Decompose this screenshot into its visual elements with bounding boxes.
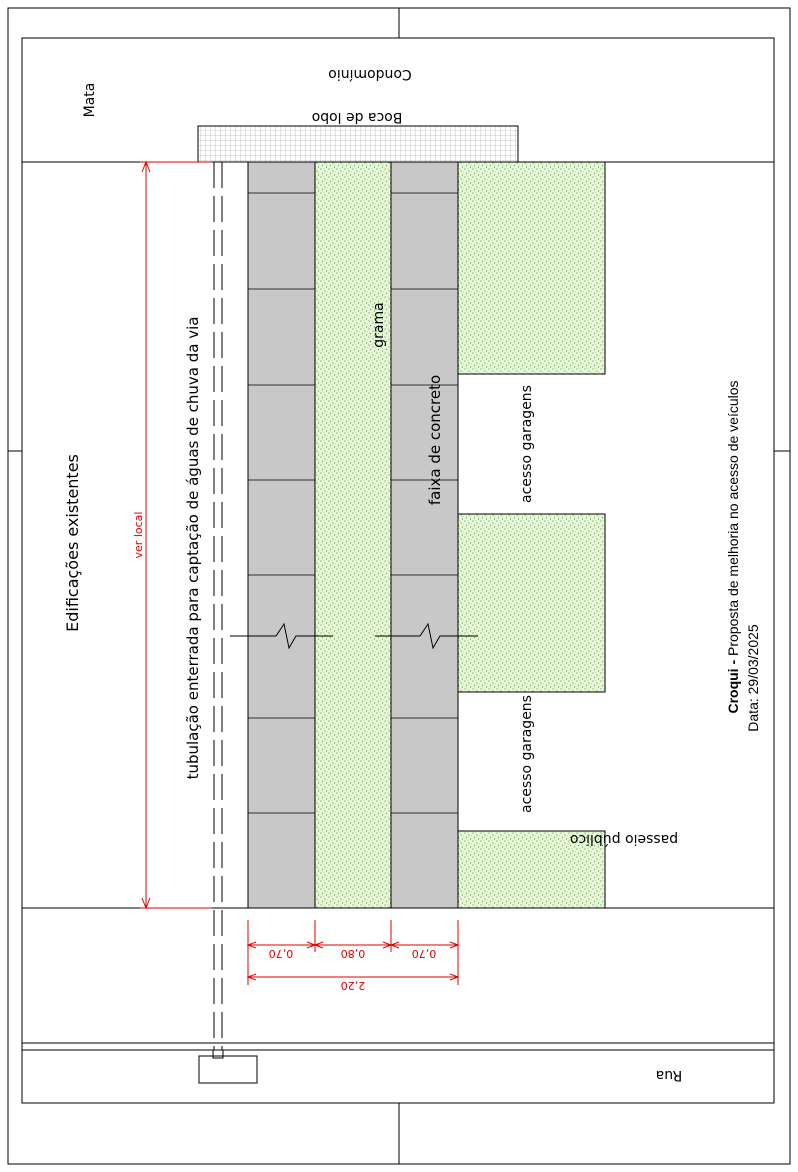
sketch-date: Data: 29/03/2025 xyxy=(745,624,761,732)
acesso-garagens-2-label xyxy=(519,695,535,813)
grass-area-2 xyxy=(458,514,605,692)
passeio-publico-label: passeio público xyxy=(569,831,679,847)
dim-total: 2,20 xyxy=(340,979,366,992)
dim-right-strip: 0,70 xyxy=(411,947,437,960)
dim-grass-strip: 0,80 xyxy=(340,947,366,960)
concrete-strip-left xyxy=(248,162,315,908)
sketch-title xyxy=(725,380,741,713)
street-drain-box xyxy=(199,1056,257,1083)
acesso-garagens-2-text: acesso garagens xyxy=(519,695,535,813)
acesso-garagens-1-text: acesso garagens xyxy=(519,385,535,503)
grama-label: grama xyxy=(371,302,387,348)
faixa-concreto-label: faixa de concreto xyxy=(426,374,444,506)
dim-left-strip: 0,70 xyxy=(268,947,294,960)
concrete-strip-right xyxy=(391,162,458,908)
grass-strip xyxy=(315,162,391,908)
ver-local-label: ver local xyxy=(132,511,145,559)
sketch-title-bold: Croqui - xyxy=(725,655,741,714)
mata-label: Mata xyxy=(82,82,98,118)
tubulacao-label: tubulação enterrada para captação de águas de chuva da via xyxy=(184,316,202,780)
edificacoes-label: Edificações existentes xyxy=(63,454,82,632)
acesso-garagens-1-label xyxy=(519,385,535,503)
sketch-title-rest: Proposta de melhoria no acesso de veículos xyxy=(725,380,741,656)
boca-de-lobo-label: Boca de lobo xyxy=(311,109,403,125)
storm-drain-inlet xyxy=(198,126,518,162)
condominio-label: Condomínio xyxy=(328,66,412,82)
rua-label: Rua xyxy=(655,1067,683,1083)
grass-area-1 xyxy=(458,162,605,374)
pipe-outlet xyxy=(213,1050,223,1058)
